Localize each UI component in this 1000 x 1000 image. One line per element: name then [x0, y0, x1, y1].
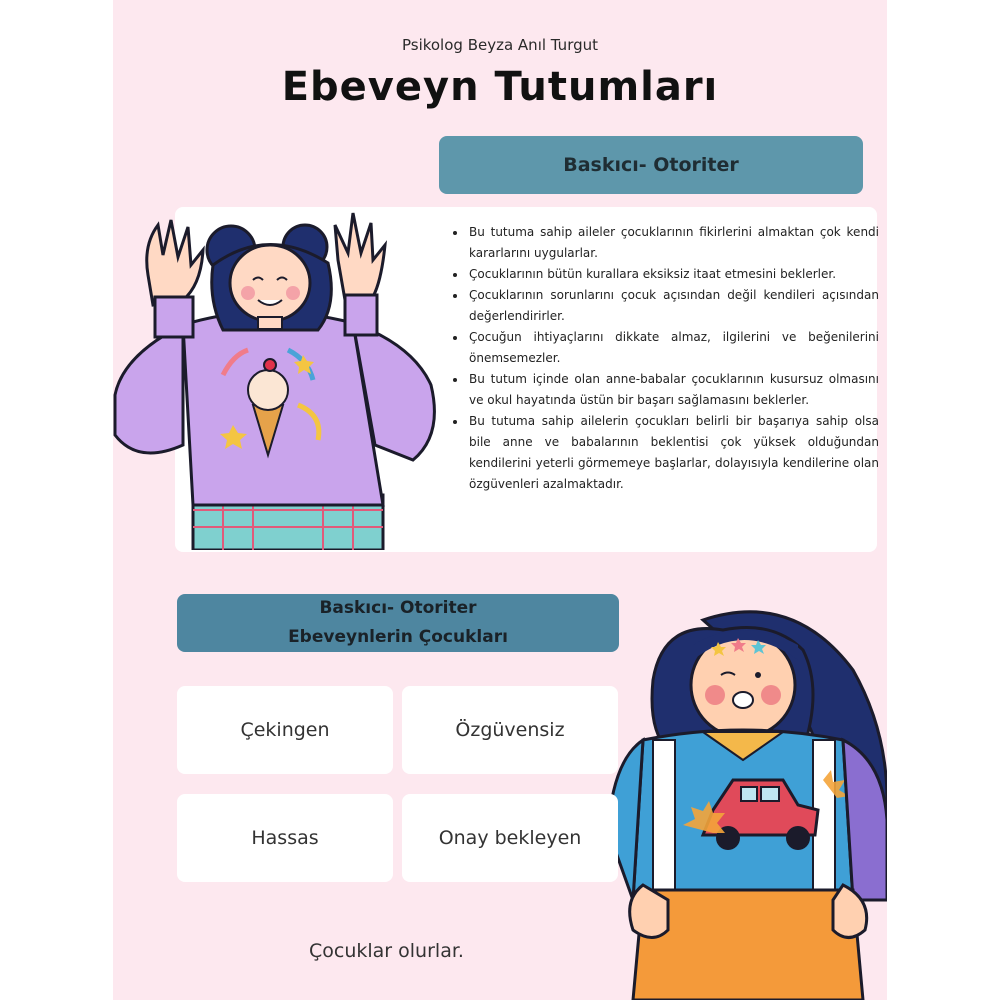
children-header-line1: Baskıcı- Otoriter	[319, 598, 477, 618]
list-item: • Çocuğun ihtiyaçlarını dikkate almaz, ilgilerini ve beğenilerini önemsemezler.	[467, 327, 879, 369]
list-item: • Çocuklarının sorunlarını çocuk açısından değil kendileri açısından değerlendirirler.	[467, 285, 879, 327]
trait-card: Onay bekleyen	[402, 794, 618, 882]
trait-card: Çekingen	[177, 686, 393, 774]
footer-text: Çocuklar olurlar.	[309, 940, 464, 962]
page-title: Ebeveyn Tutumları	[281, 64, 719, 110]
list-item: • Bu tutuma sahip aileler çocuklarının fikirlerini almaktan çok kendi kararlarını uygularlar.	[467, 222, 879, 264]
trait-card: Hassas	[177, 794, 393, 882]
author-name: Psikolog Beyza Anıl Turgut	[401, 36, 599, 54]
description-list	[453, 222, 879, 495]
girl-waving-illustration	[113, 205, 448, 550]
list-item: • Bu tutuma sahip ailelerin çocukları belirli bir başarıya sahip olsa bile anne ve babalarının beklentisi çok yüksek olduğundan kendilerini yeterli görmemeye başlarlar, dolayısıyla kendilerine olan özgüvenleri azalmaktadır.	[467, 411, 879, 495]
poster-page	[113, 0, 887, 1000]
children-section-header	[177, 594, 619, 652]
children-header-line2: Ebeveynlerin Çocukları	[288, 627, 508, 647]
list-item: • Bu tutum içinde olan anne-babalar çocuklarının kusursuz olmasını ve okul hayatında üstün bir başarı sağlamasını beklerler.	[467, 369, 879, 411]
list-item: • Çocuklarının bütün kurallara eksiksiz itaat etmesini beklerler.	[467, 264, 879, 285]
trait-card: Özgüvensiz	[402, 686, 618, 774]
section-header: Baskıcı- Otoriter	[439, 136, 863, 194]
